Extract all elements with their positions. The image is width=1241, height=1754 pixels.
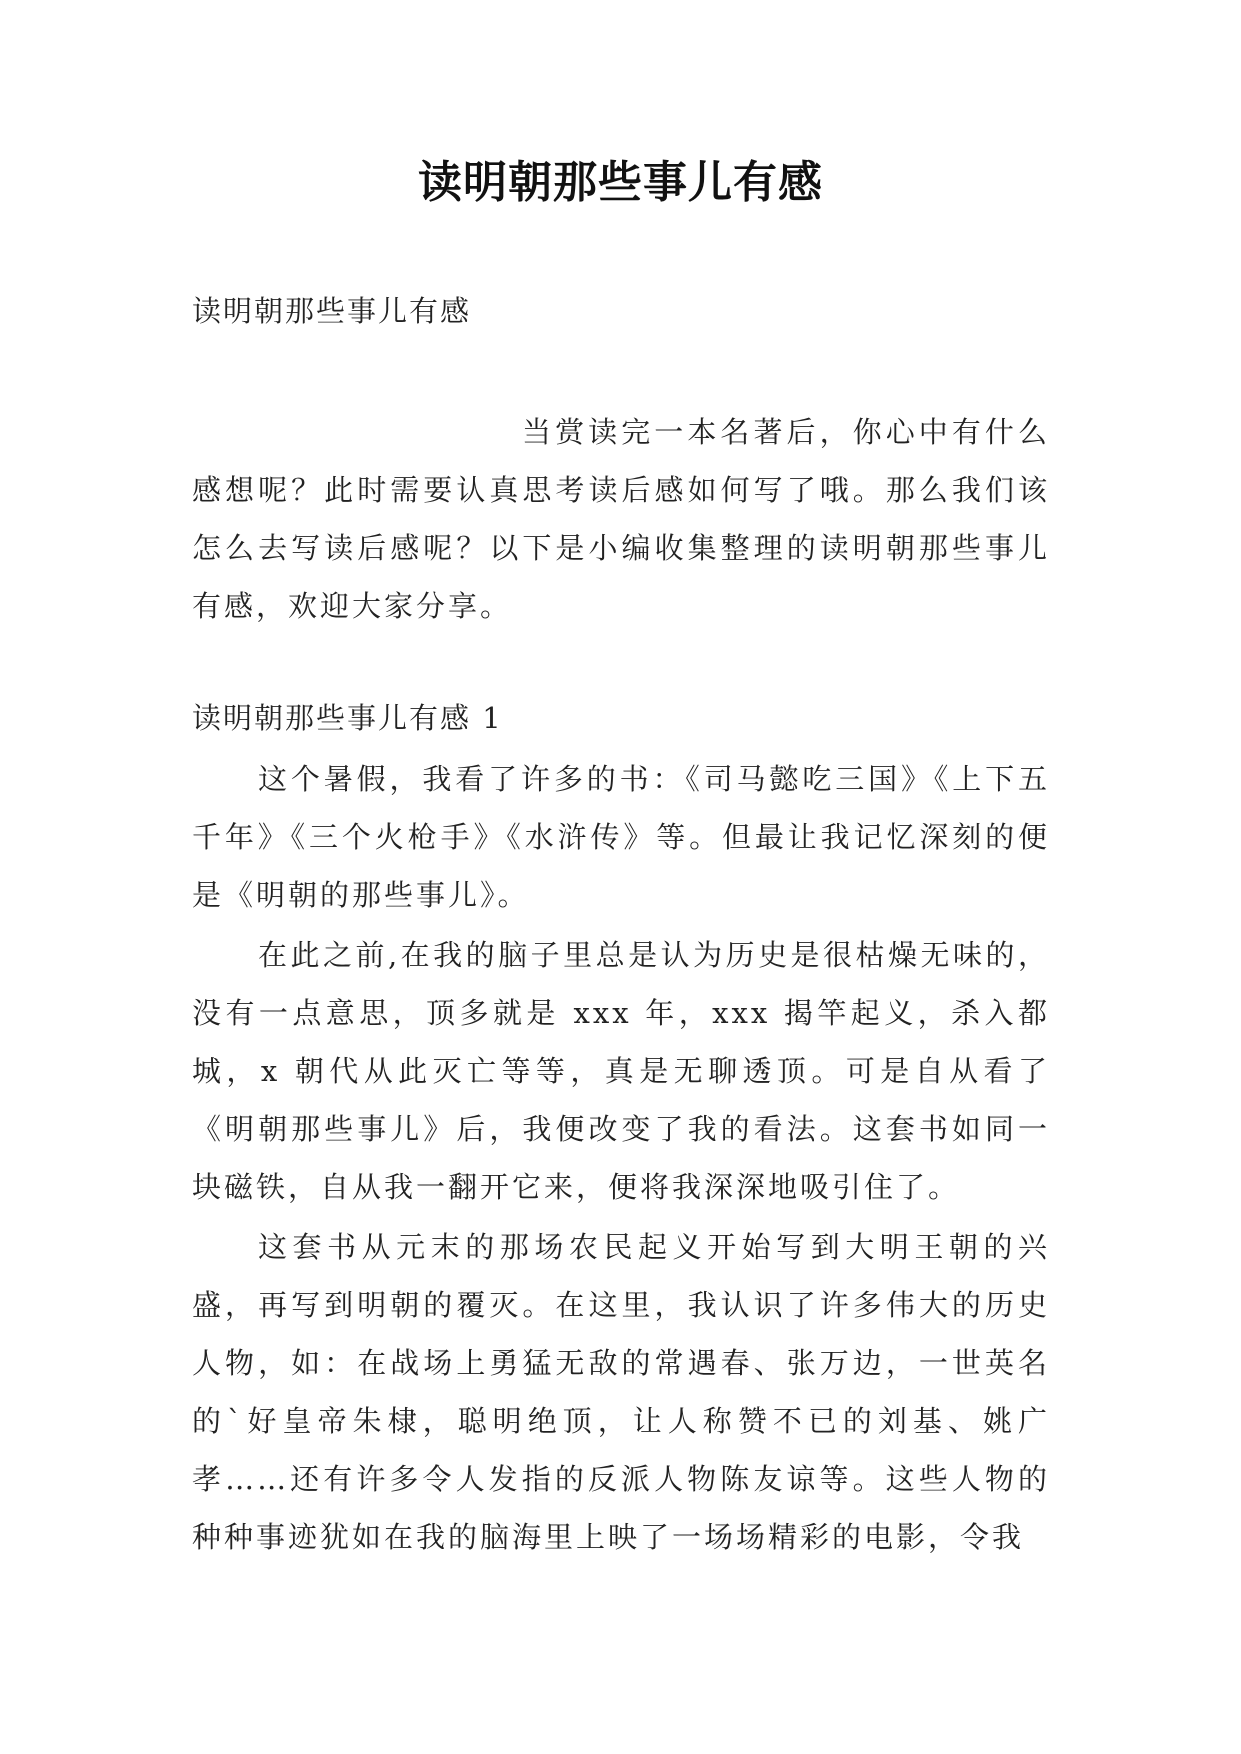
document-title: 读明朝那些事儿有感: [418, 157, 823, 208]
body-paragraph: 这套书从元末的那场农民起义开始写到大明王朝的兴盛，再写到明朝的覆灭。在这里，我认识了许多伟大的历史人物，如：在战场上勇猛无敌的常遇春、张万边，一世英名的`好皇帝朱棣，聪明绝顶，让人称赞不已的刘基、姚广孝……还有许多令人发指的反派人物陈友谅等。这些人物的种种事迹犹如在我的脑海里上映了一场场精彩的电影，令我: [192, 1230, 1050, 1554]
section-heading: 读明朝那些事儿有感 1: [192, 701, 503, 735]
body-paragraph: 这个暑假，我看了许多的书：《司马懿吃三国》《上下五千年》《三个火枪手》《水浒传》等。但最让我记忆深刻的便是《明朝的那些事儿》。: [192, 762, 1050, 912]
intro-paragraph: 当赏读完一本名著后，你心中有什么感想呢？此时需要认真思考读后感如何写了哦。那么我们该怎么去写读后感呢？以下是小编收集整理的读明朝那些事儿有感，欢迎大家分享。: [192, 415, 1050, 623]
document-subtitle: 读明朝那些事儿有感: [192, 294, 472, 328]
body-paragraph: 在此之前,在我的脑子里总是认为历史是很枯燥无味的，没有一点意思，顶多就是 xxx 年，xxx 揭竿起义，杀入都城，x 朝代从此灭亡等等，真是无聊透顶。可是自从看了《明朝那些事儿》后，我便改变了我的看法。这套书如同一块磁铁，自从我一翻开它来，便将我深深地吸引住了。: [192, 938, 1050, 1204]
